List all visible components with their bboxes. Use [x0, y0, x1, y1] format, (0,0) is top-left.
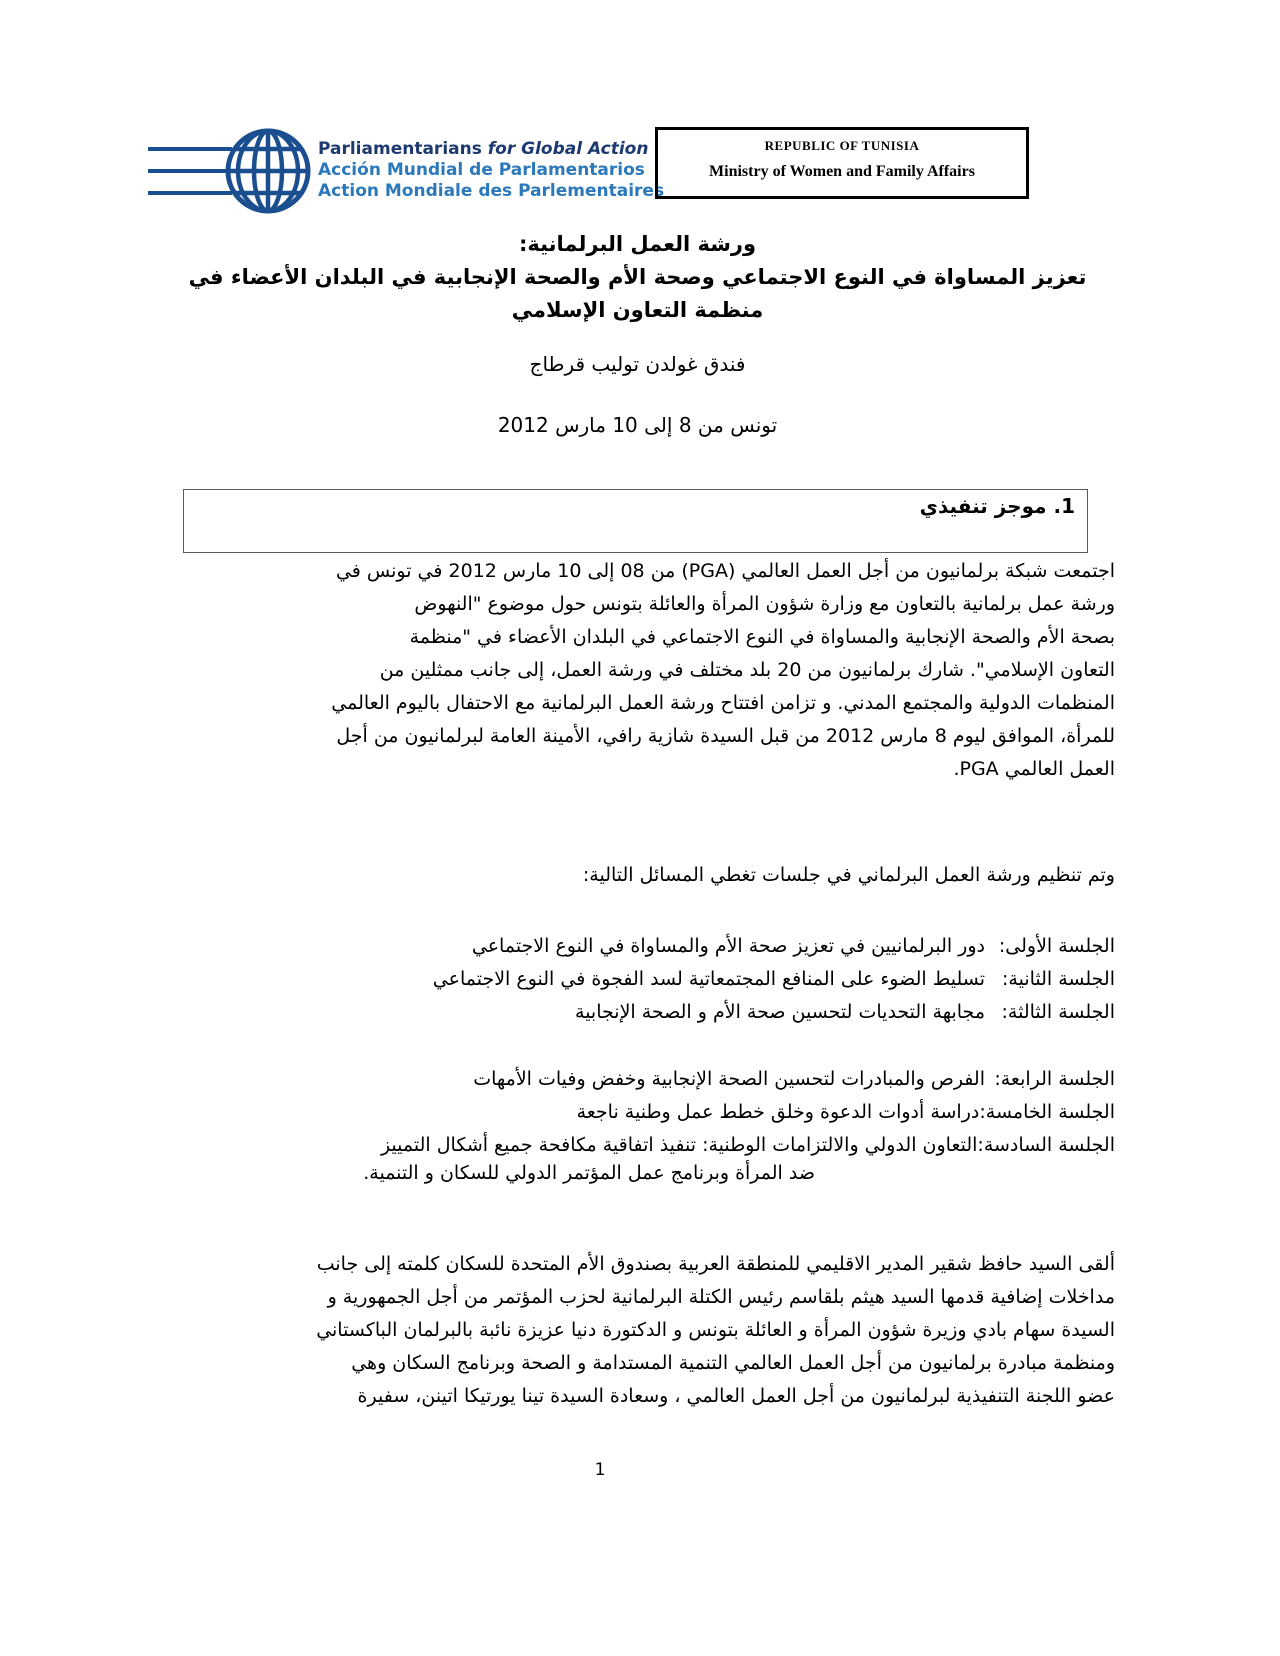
session-description: الفرص والمبادرات لتحسين الصحة الإنجابية وخفض وفيات الأمهات: [473, 1068, 985, 1090]
paragraph-line: بصحة الأم والصحة الإنجابية والمساواة في النوع الاجتماعي في البلدان الأعضاء في "منظمة: [409, 626, 1115, 648]
session-row: [160, 1063, 1115, 1096]
session-description: دور البرلمانيين في تعزيز صحة الأم والمساواة في النوع الاجتماعي: [471, 935, 985, 957]
paragraph-line: العمل العالمي PGA.: [953, 758, 1115, 780]
paragraph-line: ورشة عمل برلمانية بالتعاون مع وزارة شؤون المرأة والعائلة بتونس حول موضوع "النهوض: [414, 593, 1115, 615]
date-line: تونس من 8 إلى 10 مارس 2012: [497, 413, 778, 437]
logo-line-french: Action Mondiale des Parlementaires: [318, 181, 665, 201]
session-description: تسليط الضوء على المنافع المجتمعاتية لسد الفجوة في النوع الاجتماعي: [432, 968, 985, 990]
page-number: 1: [594, 1460, 606, 1480]
session-description: التعاون الدولي والالتزامات الوطنية: تنفيذ اتفاقية مكافحة جميع أشكال التمييز: [380, 1134, 978, 1156]
session-description-continuation: ضد المرأة وبرنامج عمل المؤتمر الدولي للسكان و التنمية.: [363, 1162, 815, 1184]
session-label: الجلسة الأولى:: [998, 935, 1115, 957]
title-line: تعزيز المساواة في النوع الاجتماعي وصحة الأم والصحة الإنجابية في البلدان الأعضاء في: [188, 265, 1087, 289]
title-line: منظمة التعاون الإسلامي: [511, 298, 764, 322]
session-label: الجلسة الرابعة:: [994, 1068, 1115, 1090]
sessions-list-2: [160, 1063, 1115, 1162]
paragraph-line: للمرأة، الموافق ليوم 8 مارس 2012 من قبل السيدة شازية رافي، الأمينة العامة لبرلمانيون من أجل: [336, 725, 1115, 747]
logo-line-spanish: Acción Mundial de Parlamentarios: [318, 160, 645, 180]
paragraph-line: عضو اللجنة التنفيذية لبرلمانيون من أجل العمل العالمي ، وسعادة السيدة تينا يورتيكا اتينن، سفيرة: [357, 1385, 1115, 1407]
paragraph-line: مداخلات إضافية قدمها السيد هيثم بلقاسم رئيس الكتلة البرلمانية لحزب المؤتمر من أجل الجمهورية و: [327, 1286, 1115, 1308]
paragraph-line: التعاون الإسلامي". شارك برلمانيون من 20 بلد مختلف في ورشة العمل، إلى جانب ممثلين من: [379, 659, 1115, 681]
paragraph-line: ومنظمة مبادرة برلمانيون من أجل العمل العالمي التنمية المستدامة و الصحة وبرنامج السكان وهي: [351, 1352, 1115, 1374]
section-heading: 1. موجز تنفيذي: [919, 494, 1075, 518]
session-label: الجلسة الخامسة:: [979, 1101, 1115, 1123]
pga-globe-icon: [140, 116, 320, 226]
paragraph-line: السيدة سهام بادي وزيرة شؤون المرأة و العائلة بتونس و الدكتورة دنيا عزيزة نائبة بالبرلمان الباكستاني: [316, 1319, 1115, 1341]
paragraph-line: اجتمعت شبكة برلمانيون من أجل العمل العالمي (PGA) من 08 إلى 10 مارس 2012 في تونس في: [335, 560, 1115, 582]
session-row: [160, 1096, 1115, 1129]
session-label: الجلسة الثالثة:: [1001, 1001, 1115, 1023]
sessions-list-1: [160, 930, 1115, 1029]
session-description: دراسة أدوات الدعوة وخلق خطط عمل وطنية ناجعة: [576, 1101, 980, 1123]
session-row: [160, 930, 1115, 963]
paragraph-1: [160, 555, 1115, 786]
title-line: ورشة العمل البرلمانية:: [518, 232, 757, 256]
session-label: الجلسة السادسة:: [977, 1134, 1115, 1156]
venue-line: فندق غولدن توليب قرطاج: [529, 352, 746, 376]
government-header-box: [655, 127, 1029, 199]
session-row: [160, 996, 1115, 1029]
session-row: [160, 1129, 1115, 1162]
sessions-intro-sentence: وتم تنظيم ورشة العمل البرلماني في جلسات تغطي المسائل التالية:: [582, 864, 1115, 886]
section-heading-box: [183, 489, 1088, 553]
pga-logo-wordmark: [318, 139, 664, 202]
paragraph-line: ألقى السيد حافظ شقير المدير الاقليمي للمنطقة العربية بصندوق الأم المتحدة للسكان كلمته إلى جانب: [316, 1253, 1115, 1275]
country-name: REPUBLIC OF TUNISIA: [764, 138, 920, 153]
paragraph-line: المنظمات الدولية والمجتمع المدني. و تزامن افتتاح ورشة العمل البرلمانية مع الاحتفال باليوم العالمي: [331, 692, 1115, 714]
logo-line-english: Parliamentarians for Global Action: [318, 139, 649, 159]
document-title: [160, 228, 1115, 327]
session-row: [160, 963, 1115, 996]
session-description: مجابهة التحديات لتحسين صحة الأم و الصحة الإنجابية: [575, 1001, 985, 1023]
paragraph-2: [160, 1248, 1115, 1413]
session-label: الجلسة الثانية:: [1002, 968, 1115, 990]
ministry-name: Ministry of Women and Family Affairs: [709, 163, 975, 180]
